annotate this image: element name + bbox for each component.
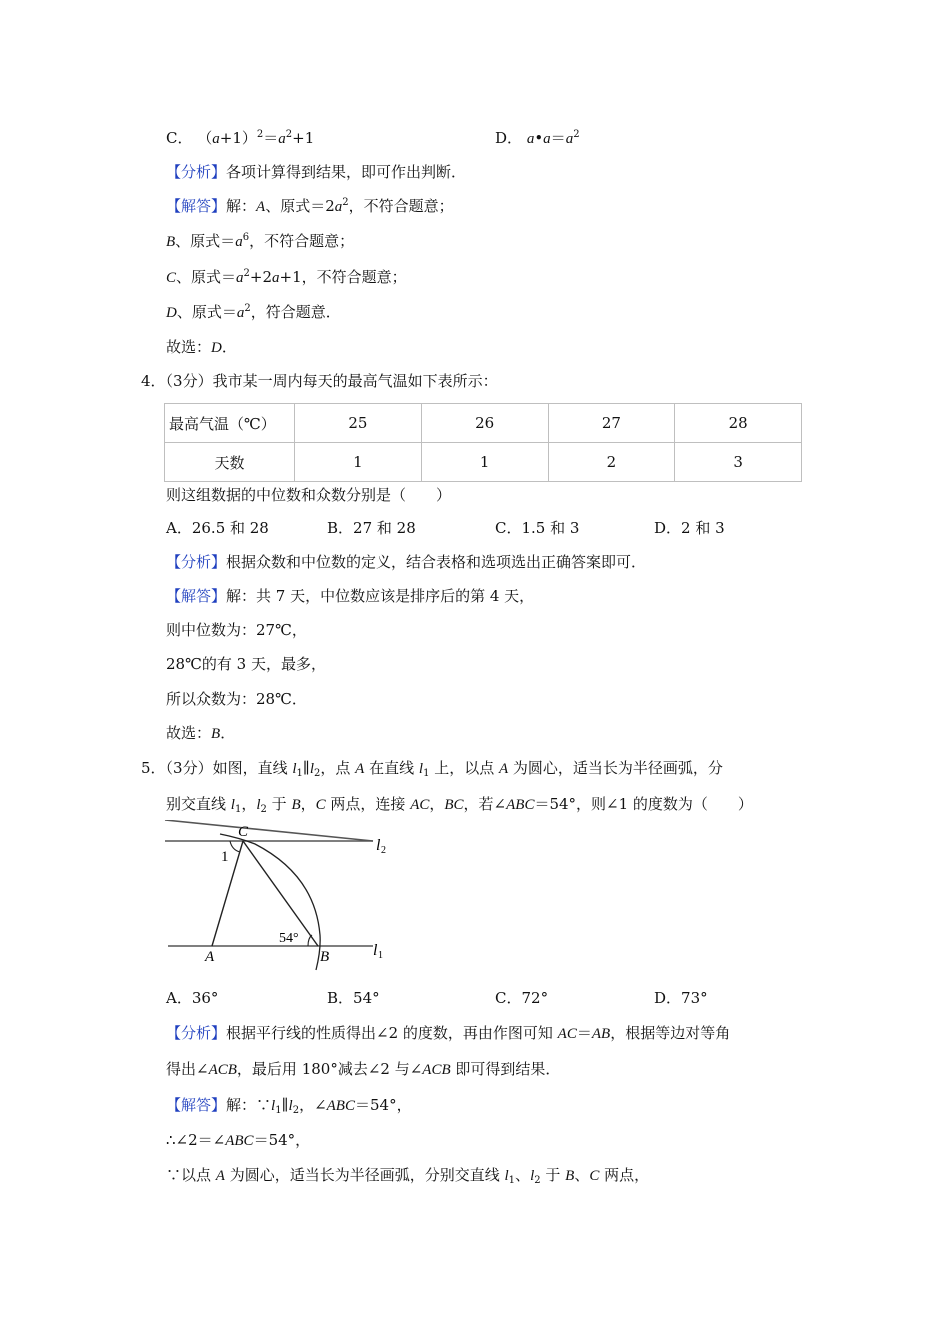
var: a <box>278 131 286 147</box>
label-l1-sub: 1 <box>378 950 383 961</box>
text: ＝54°，则∠1 的度数为（ ） <box>534 795 753 813</box>
text: +1） <box>219 129 257 147</box>
table-cell: 1 <box>421 443 548 482</box>
var: B <box>291 797 301 813</box>
sub: 2 <box>292 1105 300 1116</box>
var: ABC <box>225 1133 254 1149</box>
var: AC <box>410 797 430 813</box>
q4-option-a: A．26.5 和 28 <box>166 519 269 537</box>
var: BC <box>444 797 464 813</box>
table-cell: 28 <box>675 404 802 443</box>
var: AB <box>591 1026 611 1042</box>
arc <box>220 834 320 970</box>
var: C <box>166 270 177 286</box>
label-c: C <box>238 824 249 840</box>
text: +1，不符合题意； <box>279 268 407 286</box>
text: 、 <box>574 1166 590 1184</box>
q4-solution-line-2: 则中位数为：27℃， <box>166 621 307 639</box>
analysis-tag: 【分析】 <box>166 1024 227 1042</box>
line-l2 <box>165 820 373 841</box>
sup: 2 <box>342 197 349 208</box>
var: ACB <box>422 1062 451 1078</box>
text: ＝54°， <box>354 1096 412 1114</box>
text: ． <box>221 338 237 356</box>
analysis-text: 根据众数和中位数的定义，结合表格和选项选出正确答案即可． <box>226 553 647 571</box>
q3-solution-line-1 <box>166 196 454 217</box>
var: B <box>565 1168 575 1184</box>
text: 解：共 7 天，中位数应该是排序后的第 4 天， <box>226 587 535 605</box>
var: a <box>526 131 535 147</box>
var: a <box>334 199 343 215</box>
var: C <box>589 1168 600 1184</box>
table-cell: 27 <box>548 404 675 443</box>
q4-option-d: D．2 和 3 <box>654 519 725 537</box>
sub: 1 <box>296 768 303 779</box>
text: 于 <box>266 795 292 813</box>
text: 故选： <box>166 724 212 742</box>
temperature-table <box>164 403 802 482</box>
var: a <box>235 234 243 250</box>
q5-solution-line-2 <box>166 1130 310 1151</box>
sub: 1 <box>508 1175 516 1186</box>
text: • <box>534 129 544 147</box>
option-label: C． <box>166 129 193 147</box>
text: ． <box>220 724 236 742</box>
text: ＝ <box>576 1024 592 1042</box>
label-b: B <box>320 949 330 965</box>
sub: 1 <box>423 768 430 779</box>
q3-solution-line-3 <box>166 267 407 288</box>
text: ∵以点 <box>166 1166 216 1184</box>
text: ，符合题意． <box>250 303 341 321</box>
question-number: 4． <box>141 372 166 390</box>
var: l <box>418 761 424 777</box>
text: ，点 <box>320 759 356 777</box>
text: 在直线 <box>364 759 419 777</box>
text: ，不符合题意； <box>348 197 454 215</box>
table-header-cell: 最高气温（℃） <box>165 404 295 443</box>
text: （3分）如图，直线 <box>165 759 293 777</box>
table-header-cell: 天数 <box>165 443 295 482</box>
q3-option-d <box>495 128 580 149</box>
q3-solution-line-2 <box>166 231 354 252</box>
table-cell: 26 <box>421 404 548 443</box>
q3-solution-line-4 <box>166 302 341 323</box>
q3-option-c <box>166 128 314 149</box>
sup: 2 <box>285 129 293 140</box>
text: 为圆心，适当长为半径画弧，分 <box>508 759 723 777</box>
q5-stem-line-1 <box>141 758 723 779</box>
var: ACB <box>208 1062 237 1078</box>
text: 解：∵ <box>226 1096 272 1114</box>
var: a <box>212 131 220 147</box>
text: 两点， <box>599 1166 650 1184</box>
table-row <box>165 443 802 482</box>
analysis-tag: 【分析】 <box>166 163 227 181</box>
text: ∥ <box>302 759 310 777</box>
q3-analysis <box>166 162 466 182</box>
q5-solution-line-3 <box>166 1165 649 1186</box>
table-row <box>165 404 802 443</box>
q4-solution-line-1 <box>166 586 534 606</box>
var: A <box>498 761 509 777</box>
text: 、原式＝2 <box>265 197 335 215</box>
text: （ <box>197 129 213 147</box>
question-number: 5． <box>141 759 166 777</box>
var: l <box>309 761 315 777</box>
q5-analysis-line-2 <box>166 1059 560 1080</box>
text: 上，以点 <box>429 759 499 777</box>
analysis-tag: 【分析】 <box>166 553 227 571</box>
text: +2 <box>249 268 273 286</box>
q5-stem-line-2 <box>166 794 753 815</box>
q4-solution-line-4: 所以众数为：28℃． <box>166 690 307 708</box>
var: l <box>288 1098 293 1114</box>
text: 于 <box>540 1166 566 1184</box>
text: 根据平行线的性质得出∠2 的度数，再由作图可知 <box>226 1024 558 1042</box>
solution-tag: 【解答】 <box>166 1096 227 1114</box>
q4-choice <box>166 723 235 744</box>
sup: 2 <box>243 268 250 279</box>
text: 解： <box>226 197 257 215</box>
geometry-figure <box>160 820 400 975</box>
text: 别交直线 <box>166 795 231 813</box>
text: ＝ <box>550 129 566 147</box>
q5-option-c: C．72° <box>495 989 549 1007</box>
option-label: D． <box>495 129 523 147</box>
sub: 1 <box>275 1105 282 1116</box>
var: a <box>543 131 551 147</box>
solution-tag: 【解答】 <box>166 197 227 215</box>
var: ABC <box>506 797 535 813</box>
var: l <box>230 797 235 813</box>
sub: 2 <box>260 804 267 815</box>
var: a <box>236 270 244 286</box>
label-l2: l <box>376 837 381 854</box>
q4-option-b: B．27 和 28 <box>327 519 416 537</box>
var: a <box>565 131 574 147</box>
q4-option-c: C．1.5 和 3 <box>495 519 580 537</box>
var: AC <box>557 1026 577 1042</box>
label-a: A <box>205 949 215 965</box>
text: +1 <box>292 129 315 147</box>
var: l <box>256 797 261 813</box>
q5-analysis-line-1 <box>166 1023 730 1044</box>
table-cell: 25 <box>295 404 422 443</box>
q5-solution-line-1 <box>166 1095 412 1116</box>
answer: B <box>211 726 221 742</box>
sup: 2 <box>573 129 580 140</box>
q5-option-b: B．54° <box>327 989 380 1007</box>
var: l <box>504 1168 509 1184</box>
text: ，不符合题意； <box>249 232 355 250</box>
text: ， <box>300 795 316 813</box>
var: ABC <box>326 1098 355 1114</box>
text: ，∠ <box>299 1096 327 1114</box>
q4-question: 则这组数据的中位数和众数分别是（ ） <box>166 486 452 504</box>
var: A <box>256 199 266 215</box>
text: 即可得到结果． <box>450 1060 561 1078</box>
text: 、原式＝ <box>175 232 236 250</box>
label-l1: l <box>373 942 378 959</box>
answer: D <box>211 340 222 356</box>
text: ＝ <box>263 129 279 147</box>
sup: 2 <box>256 129 264 140</box>
text: ，最后用 180°减去∠2 与∠ <box>236 1060 423 1078</box>
sup: 2 <box>244 303 251 314</box>
var: C <box>315 797 326 813</box>
angle-1-arc <box>230 841 240 852</box>
sub: 2 <box>534 1175 541 1186</box>
analysis-text: 各项计算得到结果，即可作出判断． <box>226 163 467 181</box>
q4-analysis <box>166 552 646 572</box>
var: l <box>292 761 297 777</box>
text: ， <box>241 795 257 813</box>
solution-tag: 【解答】 <box>166 587 227 605</box>
sub: 1 <box>234 804 242 815</box>
text: ＝54°， <box>253 1131 311 1149</box>
text: ， <box>429 795 445 813</box>
text: ，若∠ <box>463 795 507 813</box>
text: ，根据等边对等角 <box>610 1024 731 1042</box>
text: 得出∠ <box>166 1060 209 1078</box>
var: A <box>215 1168 225 1184</box>
question-text: （3分）我市某一周内每天的最高气温如下表所示： <box>165 372 498 390</box>
text: 故选： <box>166 338 212 356</box>
table-cell: 3 <box>675 443 802 482</box>
label-angle-54: 54° <box>279 931 299 946</box>
label-angle-1: 1 <box>221 849 229 865</box>
text: ∥ <box>281 1096 289 1114</box>
var: a <box>272 270 280 286</box>
text: 、 <box>515 1166 531 1184</box>
text: 两点，连接 <box>325 795 411 813</box>
text: 、原式＝ <box>176 303 237 321</box>
text: ∴∠2＝∠ <box>166 1131 226 1149</box>
var: l <box>271 1098 276 1114</box>
var: B <box>166 234 176 250</box>
q4-stem <box>141 371 498 391</box>
var: l <box>530 1168 535 1184</box>
var: D <box>166 305 177 321</box>
q5-option-a: A．36° <box>166 989 219 1007</box>
table-cell: 2 <box>548 443 675 482</box>
var: A <box>355 761 365 777</box>
q4-solution-line-3: 28℃的有 3 天，最多， <box>166 655 326 673</box>
table-cell: 1 <box>295 443 422 482</box>
sup: 6 <box>242 232 250 243</box>
text: 、原式＝ <box>176 268 237 286</box>
label-l2-sub: 2 <box>381 845 386 856</box>
q3-choice <box>166 337 237 358</box>
q5-option-d: D．73° <box>654 989 708 1007</box>
var: a <box>236 305 245 321</box>
sub: 2 <box>314 768 321 779</box>
text: 为圆心，适当长为半径画弧，分别交直线 <box>224 1166 505 1184</box>
